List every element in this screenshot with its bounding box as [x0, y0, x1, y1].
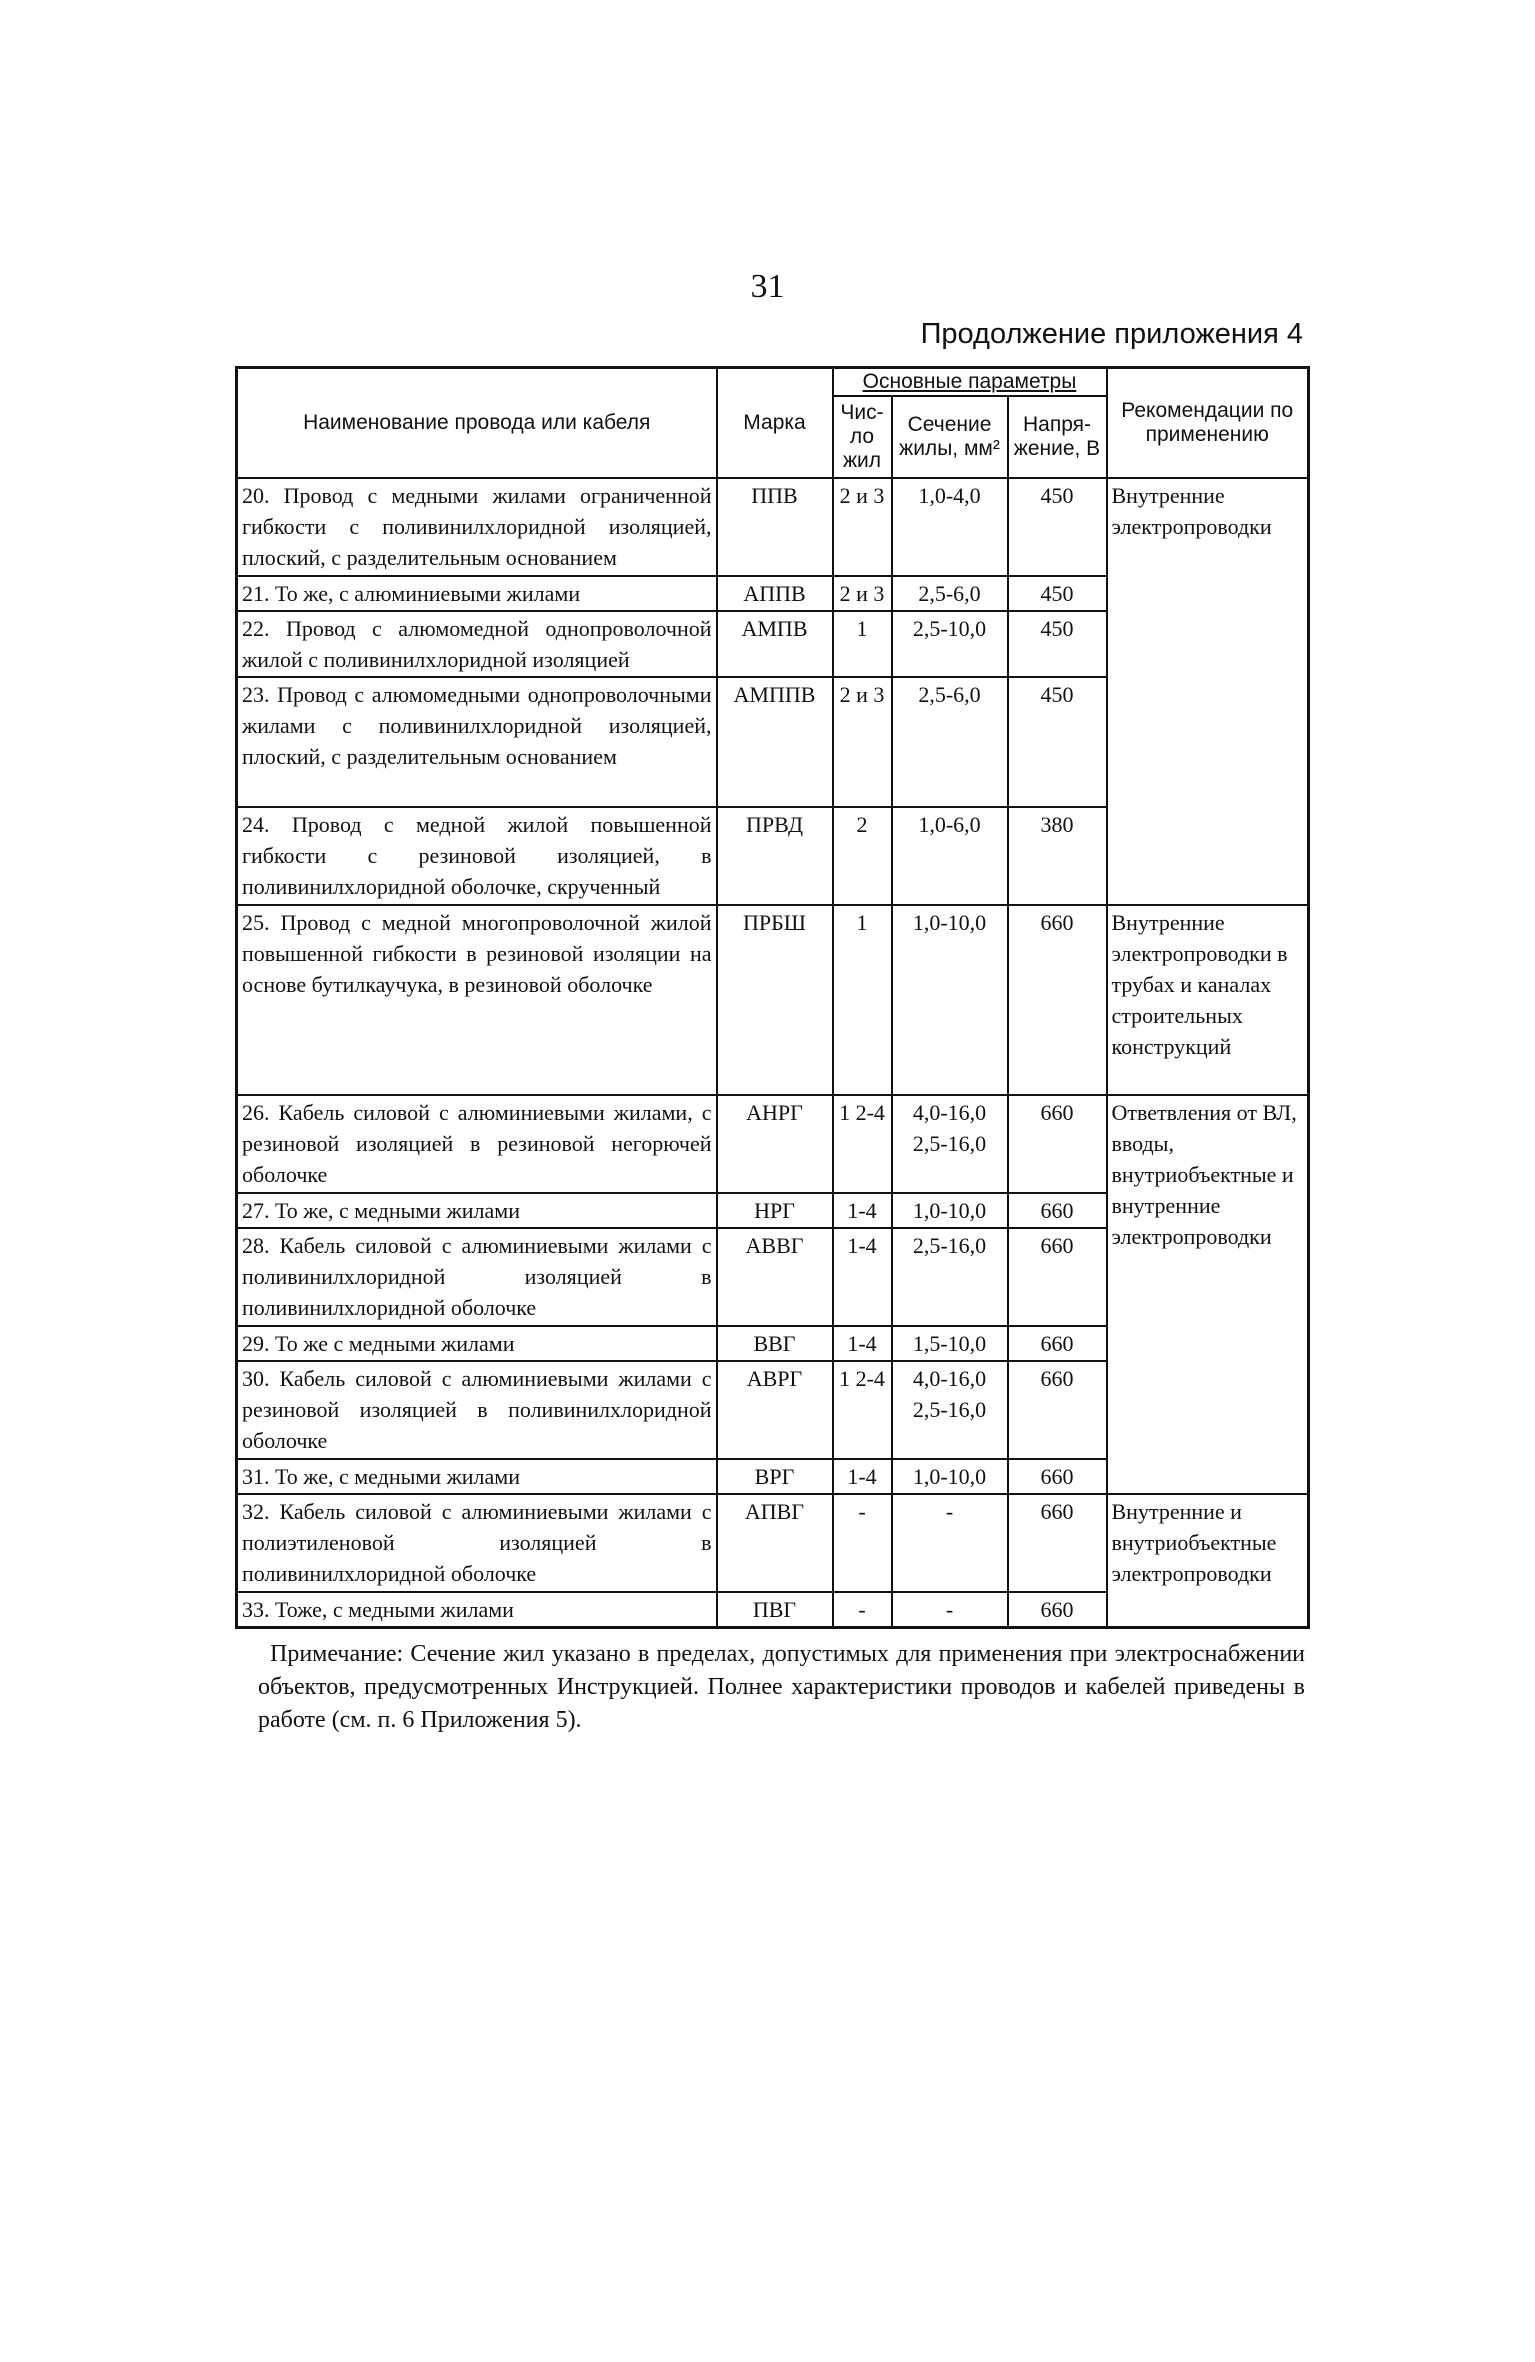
cell-mark: АМППВ: [717, 677, 833, 807]
cell-voltage: 450: [1008, 478, 1107, 576]
cell-mark: АППВ: [717, 576, 833, 611]
cell-name: 26. Кабель силовой с алюминиевыми жилами, с резиновой изоляцией в резиновой негорючей оболочке: [237, 1095, 717, 1193]
cell-mark: ПВГ: [717, 1592, 833, 1628]
header-main-params: Основные параметры: [833, 368, 1107, 397]
cell-section: 2,5-6,0: [892, 576, 1008, 611]
page-number: 31: [750, 268, 785, 305]
cell-section: 1,0-10,0: [892, 905, 1008, 1095]
cell-section: 2,5-10,0: [892, 611, 1008, 677]
header-recommendations: Рекомендации по применению: [1107, 368, 1309, 479]
cell-cores: -: [833, 1494, 892, 1592]
cell-mark: АПВГ: [717, 1494, 833, 1592]
cell-name: 23. Провод с алюмомедными однопроволочными жилами с поливинилхлоридной изоляцией, плоский, с разделительным основанием: [237, 677, 717, 807]
cell-recommendation: Внутренние электропроводки в трубах и каналах строительных конструкций: [1107, 905, 1309, 1095]
cell-section: 1,0-10,0: [892, 1459, 1008, 1494]
cell-mark: АМПВ: [717, 611, 833, 677]
cell-section: -: [892, 1592, 1008, 1628]
cell-name: 33. Тоже, с медными жилами: [237, 1592, 717, 1628]
cell-voltage: 660: [1008, 1193, 1107, 1228]
continuation-title: Продолжение приложения 4: [920, 318, 1303, 350]
cell-section: 2,5-6,0: [892, 677, 1008, 807]
cell-name: 28. Кабель силовой с алюминиевыми жилами с поливинилхлоридной изоляцией в поливинилхлоридной оболочке: [237, 1228, 717, 1326]
footnote: Примечание: Сечение жил указано в пределах, допустимых для применения при электроснабжении объектов, предусмотренных Инструкцией. Полнее характеристики проводов и кабелей приведены в работе (см. п. 6 Приложения 5).: [258, 1641, 1305, 1733]
table-row: [237, 905, 1309, 1095]
cell-name: 27. То же, с медными жилами: [237, 1193, 717, 1228]
cell-mark: ПРБШ: [717, 905, 833, 1095]
table-header: [237, 368, 1309, 479]
cell-mark: АВРГ: [717, 1361, 833, 1459]
cell-name: 20. Провод с медными жилами ограниченной гибкости с поливинилхлоридной изоляцией, плоский, с разделительным основанием: [237, 478, 717, 576]
table-row: [237, 1494, 1309, 1592]
cell-cores: 1-4: [833, 1228, 892, 1326]
cell-name: 29. То же с медными жилами: [237, 1326, 717, 1361]
cell-name: 30. Кабель силовой с алюминиевыми жилами с резиновой изоляцией в поливинилхлоридной оболочке: [237, 1361, 717, 1459]
cell-name: 22. Провод с алюмомедной однопроволочной жилой с поливинилхлоридной изоляцией: [237, 611, 717, 677]
cell-mark: ППВ: [717, 478, 833, 576]
cell-recommendation: Внутренние электропроводки: [1107, 478, 1309, 905]
cell-voltage: 660: [1008, 905, 1107, 1095]
cell-name: 21. То же, с алюминиевыми жилами: [237, 576, 717, 611]
cell-voltage: 450: [1008, 677, 1107, 807]
header-mark: Марка: [717, 368, 833, 479]
table-row: [237, 1095, 1309, 1193]
cell-cores: 1: [833, 905, 892, 1095]
cell-voltage: 380: [1008, 807, 1107, 905]
cell-cores: 1 2-4: [833, 1361, 892, 1459]
cell-voltage: 660: [1008, 1228, 1107, 1326]
cell-section: 2,5-16,0: [892, 1228, 1008, 1326]
cell-cores: 1: [833, 611, 892, 677]
cell-voltage: 660: [1008, 1459, 1107, 1494]
cell-recommendation: Внутренние и внутриобъектные электропроводки: [1107, 1494, 1309, 1628]
cell-name: 24. Провод с медной жилой повышенной гибкости с резиновой изоляцией, в поливинилхлоридной оболочке, скрученный: [237, 807, 717, 905]
cell-section: 4,0-16,0 2,5-16,0: [892, 1361, 1008, 1459]
cell-cores: -: [833, 1592, 892, 1628]
cell-recommendation: Ответвления от ВЛ, вводы, внутриобъектные и внутренние электропроводки: [1107, 1095, 1309, 1494]
cell-mark: НРГ: [717, 1193, 833, 1228]
cell-cores: 1-4: [833, 1193, 892, 1228]
cell-voltage: 450: [1008, 611, 1107, 677]
cell-name: 32. Кабель силовой с алюминиевыми жилами с полиэтиленовой изоляцией в поливинилхлоридной оболочке: [237, 1494, 717, 1592]
cell-name: 25. Провод с медной многопроволочной жилой повышенной гибкости в резиновой изоляции на основе бутилкаучука, в резиновой оболочке: [237, 905, 717, 1095]
cell-voltage: 660: [1008, 1095, 1107, 1193]
cell-voltage: 660: [1008, 1361, 1107, 1459]
cell-mark: АВВГ: [717, 1228, 833, 1326]
header-cores: Чис-ло жил: [833, 396, 892, 478]
header-voltage: Напря-жение, В: [1008, 396, 1107, 478]
cell-mark: ВРГ: [717, 1459, 833, 1494]
cell-voltage: 660: [1008, 1326, 1107, 1361]
cell-cores: 1-4: [833, 1326, 892, 1361]
cell-section: 1,0-10,0: [892, 1193, 1008, 1228]
cell-section: 1,0-4,0: [892, 478, 1008, 576]
header-name: Наименование провода или кабеля: [237, 368, 717, 479]
cell-cores: 1 2-4: [833, 1095, 892, 1193]
cell-cores: 1-4: [833, 1459, 892, 1494]
cell-voltage: 450: [1008, 576, 1107, 611]
cell-voltage: 660: [1008, 1592, 1107, 1628]
cell-cores: 2 и 3: [833, 478, 892, 576]
cell-mark: ВВГ: [717, 1326, 833, 1361]
cell-mark: ПРВД: [717, 807, 833, 905]
cell-section: 1,0-6,0: [892, 807, 1008, 905]
cell-voltage: 660: [1008, 1494, 1107, 1592]
cell-section: 4,0-16,0 2,5-16,0: [892, 1095, 1008, 1193]
cell-cores: 2 и 3: [833, 576, 892, 611]
cell-section: -: [892, 1494, 1008, 1592]
cell-section: 1,5-10,0: [892, 1326, 1008, 1361]
header-section: Сечение жилы, мм²: [892, 396, 1008, 478]
cell-cores: 2: [833, 807, 892, 905]
table-row: [237, 478, 1309, 576]
cell-mark: АНРГ: [717, 1095, 833, 1193]
cable-spec-table: [235, 366, 1310, 1629]
cell-cores: 2 и 3: [833, 677, 892, 807]
cell-name: 31. То же, с медными жилами: [237, 1459, 717, 1494]
